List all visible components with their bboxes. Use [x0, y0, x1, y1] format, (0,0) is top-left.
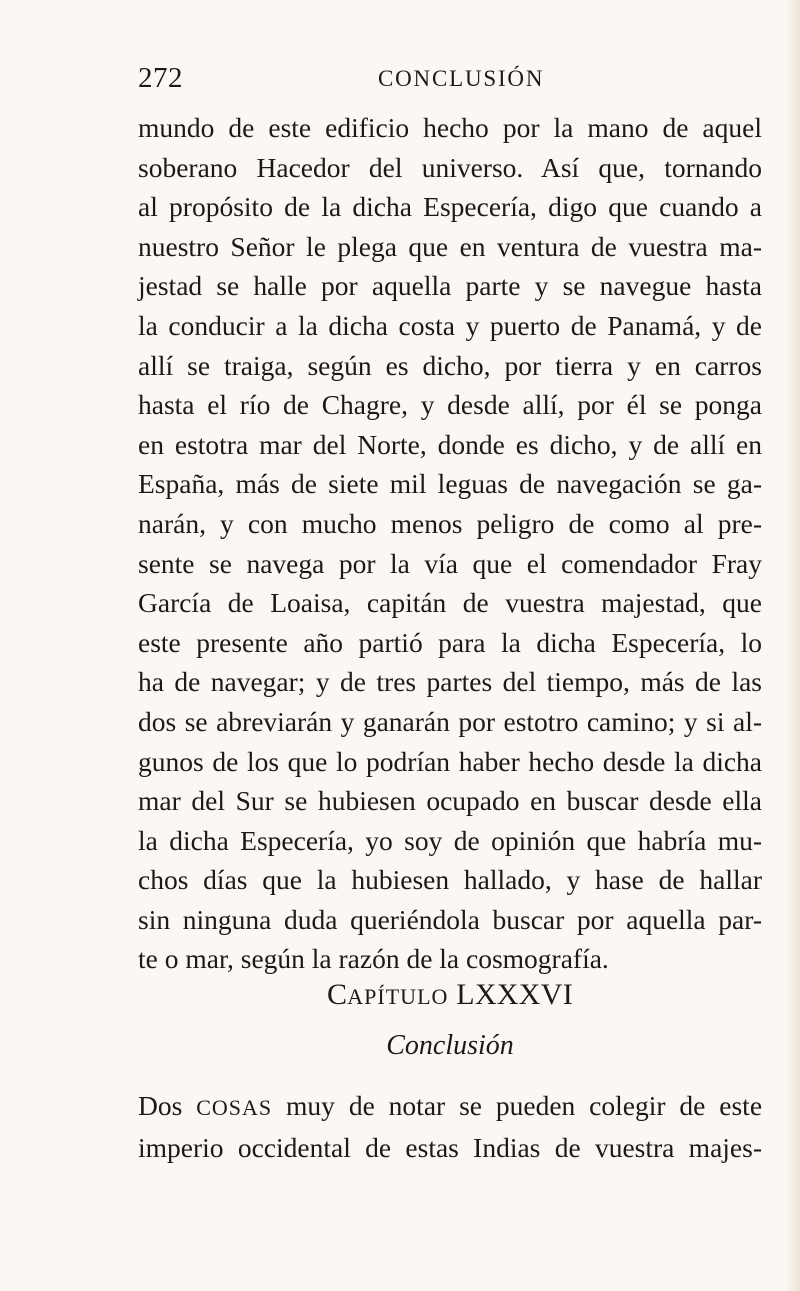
text-line: nuestro Señor le plega que en ventura de vuestra ma- — [138, 230, 762, 262]
text-line: imperio occidental de estas Indias de vuestra majes- — [138, 1131, 762, 1163]
text-line: mar del Sur se hubiesen ocupado en buscar desde ella — [138, 785, 762, 817]
paragraph-opening — [138, 1086, 762, 1167]
chapter-subtitle: Conclusión — [386, 1030, 514, 1061]
text-line: España, más de siete mil leguas de navegación se ga- — [138, 468, 762, 500]
chapter-heading-initial: C — [326, 978, 348, 1011]
text-line: al propósito de la dicha Especería, digo que cuando a — [138, 191, 762, 223]
text-line: gunos de los que lo podrían haber hecho desde la dicha — [138, 745, 762, 777]
opening-word: Dos — [138, 1090, 183, 1121]
text-line: hasta el río de Chagre, y desde allí, por él se ponga — [138, 389, 762, 421]
text-line: sente se navega por la vía que el comendador Fray — [138, 547, 762, 579]
chapter-heading — [138, 978, 762, 1012]
text-line: sin ninguna duda queriéndola buscar por aquella par- — [138, 903, 762, 935]
text-line: chos días que la hubiesen hallado, y hase de hallar — [138, 864, 762, 896]
chapter-number: LXXXVI — [456, 978, 573, 1011]
text-line: este presente año partió para la dicha Especería, lo — [138, 626, 762, 658]
running-head — [138, 62, 762, 96]
text-line: dos se abreviarán y ganarán por estotro camino; y si al- — [138, 705, 762, 737]
text-line: García de Loaisa, capitán de vuestra majestad, que — [138, 587, 762, 619]
text-line-opening — [138, 1086, 762, 1128]
text-line: en estotra mar del Norte, donde es dicho, y de allí en — [138, 428, 762, 460]
running-title: CONCLUSIÓN — [378, 66, 545, 91]
page-edge — [786, 0, 800, 1291]
text-line: te o mar, según la razón de la cosmografía. — [138, 943, 609, 975]
text-line: narán, y con mucho menos peligro de como al pre- — [138, 507, 762, 539]
text-line: allí se traiga, según es dicho, por tierra y en carros — [138, 349, 762, 381]
paragraph-body — [138, 108, 762, 979]
text-line: la dicha Especería, yo soy de opinión que habría mu- — [138, 824, 762, 856]
text-line: la conducir a la dicha costa y puerto de Panamá, y de — [138, 309, 762, 341]
text-line: mundo de este edificio hecho por la mano de aquel — [138, 112, 762, 143]
page-number: 272 — [138, 62, 183, 94]
chapter-heading-word: APÍTULO — [347, 984, 449, 1009]
text-line: soberano Hacedor del universo. Así que, tornando — [138, 151, 762, 183]
opening-line-rest: muy de notar se pueden colegir de este — [286, 1090, 763, 1121]
text-line: ha de navegar; y de tres partes del tiempo, más de las — [138, 666, 762, 698]
text-line: jestad se halle por aquella parte y se navegue hasta — [138, 270, 762, 302]
opening-small-caps: COSAS — [196, 1095, 273, 1120]
